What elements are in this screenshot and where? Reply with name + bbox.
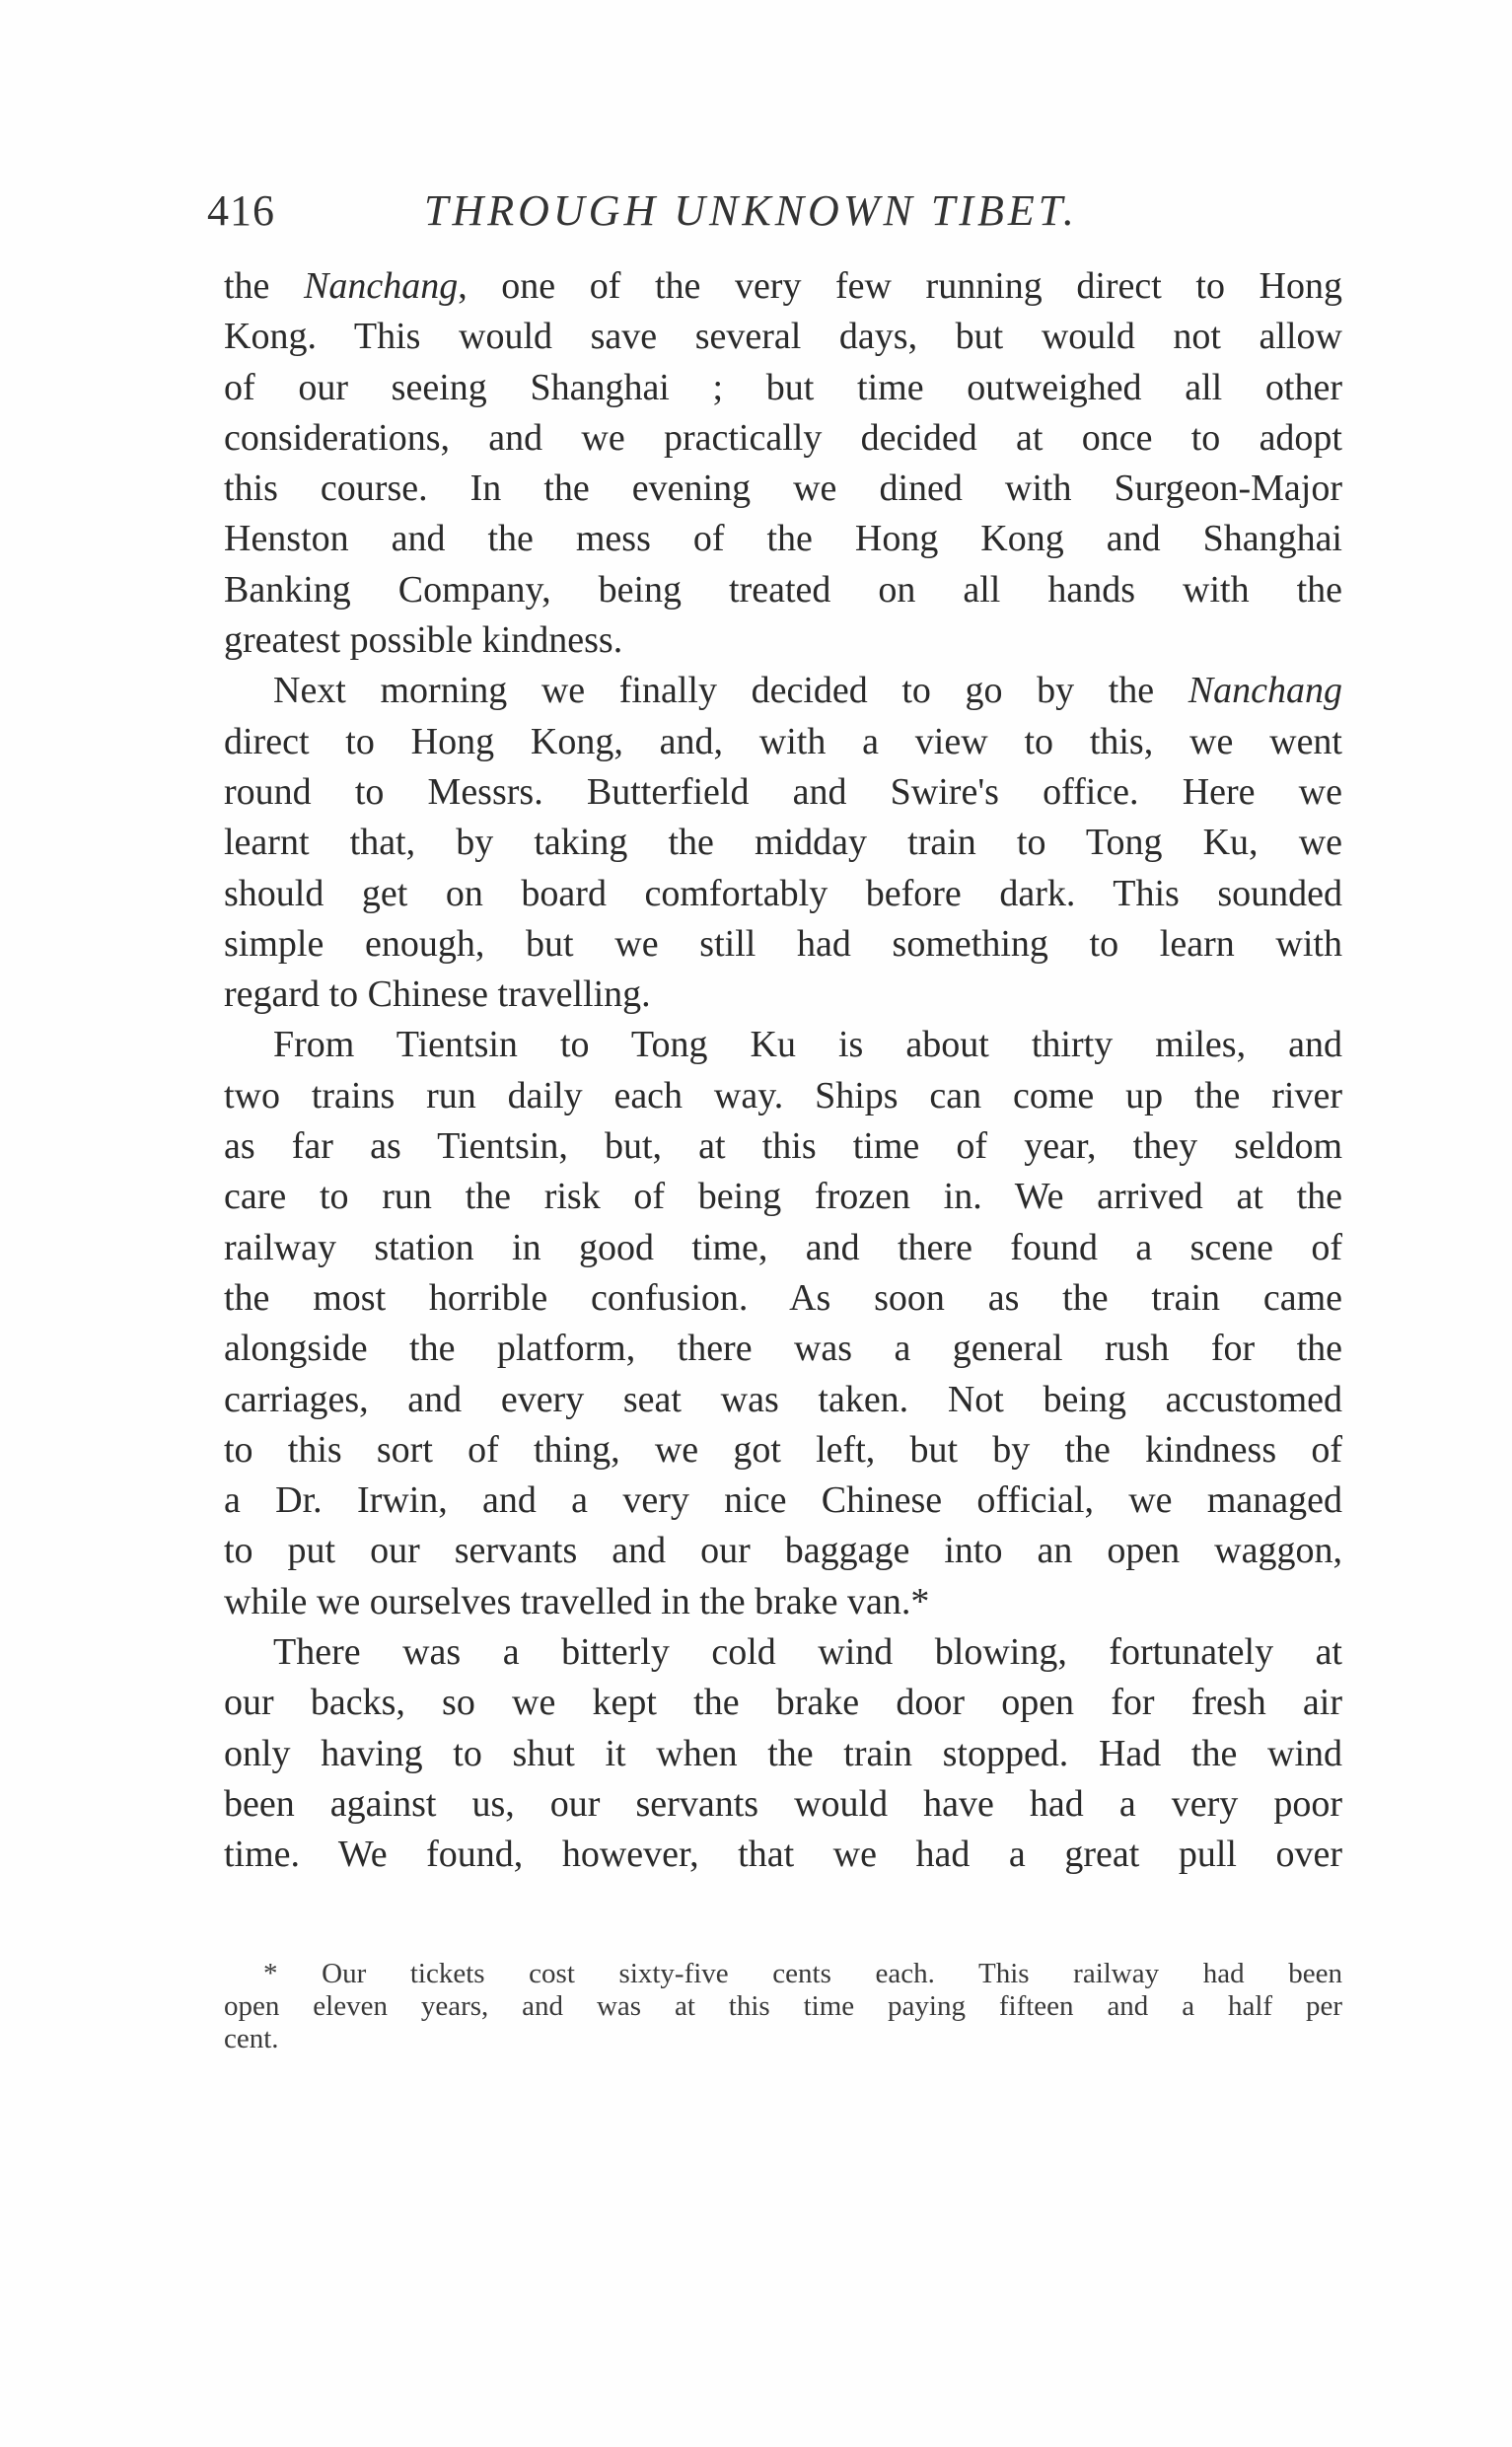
text-line: There was a bitterly cold wind blowing, fortunately at [273, 1631, 1342, 1674]
text-line: care to run the risk of being frozen in. We arrived at the [224, 1176, 1342, 1218]
footnote-line: open eleven years, and was at this time paying fifteen and a half per [224, 1990, 1342, 2022]
page-number: 416 [207, 186, 275, 235]
text-line: Banking Company, being treated on all hands with the [224, 568, 1342, 611]
text-line: alongside the platform, there was a general rush for the [224, 1328, 1342, 1370]
running-title: THROUGH UNKNOWN TIBET. [424, 186, 1078, 235]
footnote-line: cent. [224, 2023, 279, 2054]
body-text [224, 261, 1342, 1881]
text-line: as far as Tientsin, but, at this time of year, they seldom [224, 1125, 1342, 1168]
footnote-line: * Our tickets cost sixty-five cents each. This railway had been [263, 1958, 1342, 1989]
text-line: of our seeing Shanghai ; but time outweighed all other [224, 366, 1342, 408]
text-line: to put our servants and our baggage into an open waggon, [224, 1530, 1342, 1572]
text-line: only having to shut it when the train stopped. Had the wind [224, 1732, 1342, 1774]
text-line: our backs, so we kept the brake door open for fresh air [224, 1682, 1342, 1724]
text-line: time. We found, however, that we had a great pull over [224, 1834, 1342, 1876]
page-header [207, 185, 1351, 245]
text-line: been against us, our servants would have had a very poor [224, 1782, 1342, 1825]
text-line: learnt that, by taking the midday train to Tong Ku, we [224, 822, 1342, 864]
text-line: a Dr. Irwin, and a very nice Chinese official, we managed [224, 1479, 1342, 1522]
text-line: the Nanchang, one of the very few running direct to Hong [224, 265, 1342, 307]
text-line: carriages, and every seat was taken. Not being accustomed [224, 1378, 1342, 1420]
text-line: Kong. This would save several days, but would not allow [224, 316, 1342, 358]
text-line: direct to Hong Kong, and, with a view to this, we went [224, 720, 1342, 762]
text-line: Henston and the mess of the Hong Kong and Shanghai [224, 518, 1342, 560]
text-line: two trains run daily each way. Ships can come up the river [224, 1074, 1342, 1116]
text-line: greatest possible kindness. [224, 619, 623, 662]
text-line: round to Messrs. Butterfield and Swire's office. Here we [224, 770, 1342, 813]
text-line: From Tientsin to Tong Ku is about thirty miles, and [273, 1024, 1342, 1066]
text-line: railway station in good time, and there found a scene of [224, 1226, 1342, 1268]
text-line: considerations, and we practically decided at once to adopt [224, 416, 1342, 459]
text-line: regard to Chinese travelling. [224, 973, 651, 1016]
footnote [224, 1958, 1342, 2055]
text-line: this course. In the evening we dined with Surgeon-Major [224, 468, 1342, 510]
text-line: should get on board comfortably before dark. This sounded [224, 872, 1342, 914]
text-line: to this sort of thing, we got left, but by the kindness of [224, 1428, 1342, 1471]
text-line: Next morning we finally decided to go by the Nanchang [273, 670, 1342, 712]
text-line: the most horrible confusion. As soon as the train came [224, 1276, 1342, 1319]
text-line: while we ourselves travelled in the brake van.* [224, 1580, 930, 1622]
text-line: simple enough, but we still had something to learn with [224, 922, 1342, 965]
